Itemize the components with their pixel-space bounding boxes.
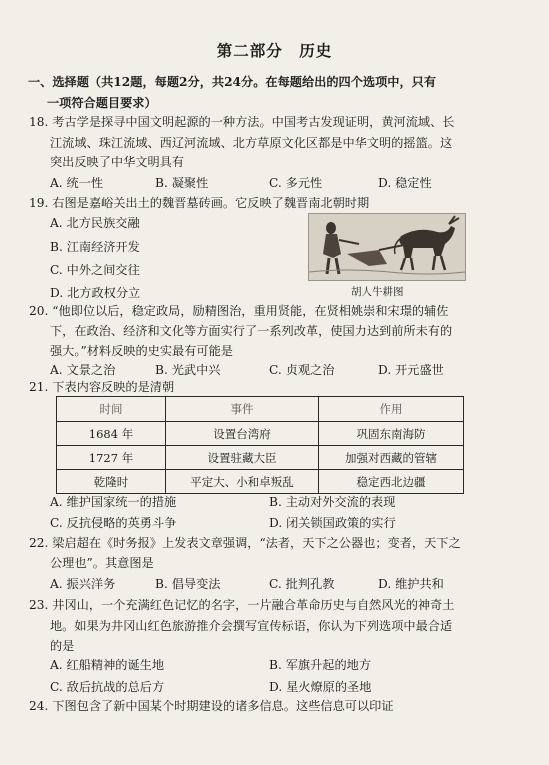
question-20-option-b: B. 光武中兴 (155, 363, 221, 377)
question-18-line1: 18. 考古学是探寻中国文明起源的一种方法。中国考古发现证明，黄河流域、长 (29, 115, 455, 129)
page-title: 第二部分 历史 (216, 41, 333, 60)
table-cell: 巩固东南海防 (319, 422, 464, 446)
question-20-option-c: C. 贞观之治 (269, 363, 335, 377)
question-21-option-b: B. 主动对外交流的表现 (269, 495, 396, 509)
question-19-line1: 19. 右图是嘉峪关出土的魏晋墓砖画。它反映了魏晋南北朝时期 (29, 196, 370, 210)
question-18-option-a: A. 统一性 (50, 176, 104, 190)
question-22-option-b: B. 倡导变法 (155, 577, 221, 591)
table-cell: 设置驻藏大臣 (166, 446, 319, 470)
question-23-line2: 地。如果为井冈山红色旅游推介会撰写宣传标语，你认为下列选项中最合适 (50, 619, 453, 633)
question-23-option-a: A. 红船精神的诞生地 (50, 658, 165, 672)
question-20-option-d: D. 开元盛世 (378, 363, 444, 377)
question-19-option-d: D. 北方政权分立 (50, 286, 141, 300)
question-20-option-a: A. 文景之治 (50, 363, 116, 377)
question-21-table (56, 396, 464, 494)
brick-painting-image (308, 213, 466, 281)
question-23-line1: 23. 井冈山，一个充满红色记忆的名字，一片融合革命历史与自然风光的神奇土 (29, 598, 455, 612)
question-18-option-d: D. 稳定性 (378, 176, 432, 190)
question-24-line1: 24. 下图包含了新中国某个时期建设的诸多信息。这些信息可以印证 (29, 699, 394, 713)
question-23-option-b: B. 军旗升起的地方 (269, 658, 372, 672)
image-caption: 胡人牛耕图 (351, 286, 404, 298)
table-header-cell: 事件 (166, 397, 319, 422)
question-22-line1: 22. 梁启超在《时务报》上发表文章强调，“法者，天下之公器也；变者，天下之 (29, 536, 461, 550)
table-cell: 稳定西北边疆 (319, 470, 464, 494)
question-21-option-a: A. 维护国家统一的措施 (50, 495, 177, 509)
question-21-line1: 21. 下表内容反映的是清朝 (29, 380, 175, 394)
question-22-option-c: C. 批判孔教 (269, 577, 335, 591)
question-22-option-a: A. 振兴洋务 (50, 577, 116, 591)
question-21-option-d: D. 闭关锁国政策的实行 (269, 516, 396, 530)
question-22-option-d: D. 维护共和 (378, 577, 444, 591)
question-18-line3: 突出反映了中华文明具有 (50, 155, 185, 169)
table-row (57, 470, 464, 494)
ox-plowing-illustration (309, 214, 465, 280)
question-23-line3: 的是 (50, 639, 75, 653)
question-23-option-d: D. 星火燎原的圣地 (269, 680, 372, 694)
section-heading-line1: 一、选择题（共12题，每题2分，共24分。在每题给出的四个选项中，只有 (28, 75, 437, 89)
question-18-line2: 江流域、珠江流域、西辽河流域、北方草原文化区都是中华文明的摇篮。这 (50, 136, 453, 150)
question-23-option-c: C. 敌后抗战的总后方 (50, 680, 165, 694)
question-20-line3: 强大。”材料反映的史实最有可能是 (50, 344, 233, 358)
question-19-option-b: B. 江南经济开发 (50, 240, 140, 254)
section-heading-line2: 一项符合题目要求） (47, 96, 157, 110)
table-cell: 1684 年 (57, 422, 166, 446)
table-header-cell: 时间 (57, 397, 166, 422)
question-18-option-c: C. 多元性 (269, 176, 323, 190)
table-header-row (57, 397, 464, 422)
question-18-option-b: B. 凝聚性 (155, 176, 209, 190)
question-20-line1: 20. “他即位以后，稳定政局，励精图治，重用贤能，在贤相姚崇和宋璟的辅佐 (29, 304, 449, 318)
question-19-option-c: C. 中外之间交往 (50, 263, 140, 277)
table-cell: 加强对西藏的管辖 (319, 446, 464, 470)
question-19-option-a: A. 北方民族交融 (50, 216, 140, 230)
table-cell: 设置台湾府 (166, 422, 319, 446)
table-header-cell: 作用 (319, 397, 464, 422)
table-cell: 1727 年 (57, 446, 166, 470)
table-row (57, 422, 464, 446)
table-row (57, 446, 464, 470)
question-20-line2: 下，在政治、经济和文化等方面实行了一系列改革，使国力达到前所未有的 (50, 324, 453, 338)
table-cell: 平定大、小和卓叛乱 (166, 470, 319, 494)
question-22-line2: 公理也”。其意图是 (50, 556, 154, 570)
question-21-option-c: C. 反抗侵略的英勇斗争 (50, 516, 177, 530)
table-cell: 乾隆时 (57, 470, 166, 494)
